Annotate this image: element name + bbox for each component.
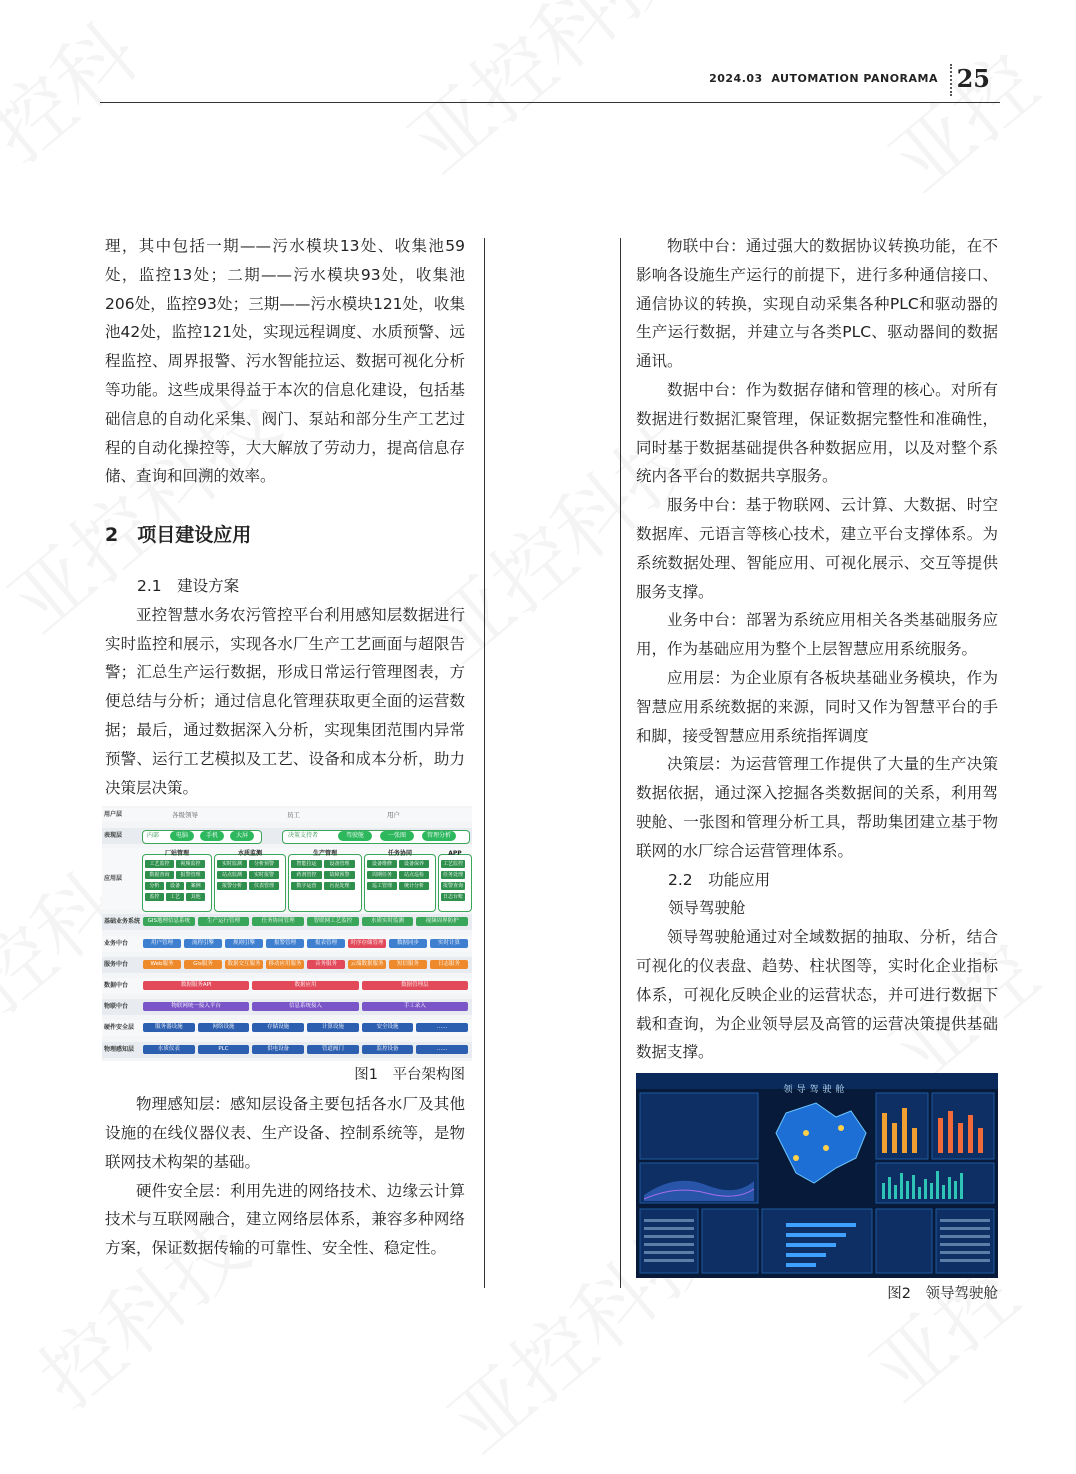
- arch-block: 规则引擎: [225, 939, 263, 948]
- figure-caption: 图2 领导驾驶舱: [887, 1286, 998, 1303]
- arch-layer-label: 基础业务系统: [104, 918, 141, 926]
- arch-app-item: 污泥处理: [324, 882, 355, 890]
- arch-pres-pill: 手机: [200, 831, 224, 841]
- arch-block: GIS地理信息系统: [143, 917, 195, 926]
- arch-app-item: 任务处理: [442, 872, 463, 879]
- arch-app-item: 设备维修: [367, 860, 397, 868]
- arch-app-item: 分析预警: [249, 860, 279, 868]
- header-issue-journal: 2024.03 AUTOMATION PANORAMA: [709, 72, 938, 85]
- paragraph: 理，其中包括一期——污水模块13处、收集池59处，监控13处；二期——污水模块93处，收集池206处，监控93处；三期——污水模块121处，收集池42处，监控121处，实现远程调度、水质预警、远程监控、周界报警、污水智能拉运、数据可视化分析等功能。这些成果得益于本次的信息化建设，包括基础信息的自动化采集、阀门、泵站和部分生产工艺过程的自动化操控等，大大解放了劳动力，提高信息存储、查询和回溯的效率。: [105, 237, 465, 486]
- arch-app-item: 报警管理: [176, 871, 205, 879]
- arch-app-item: 监控: [145, 893, 164, 901]
- arch-pres-pill: 管理分析: [422, 831, 456, 841]
- left-column: [105, 232, 465, 1263]
- page-number: 25: [956, 64, 990, 93]
- arch-block: 云端数据服务: [348, 960, 386, 969]
- arch-block: 监控设备: [362, 1045, 414, 1054]
- arch-block: 水质仪表: [143, 1045, 195, 1054]
- paragraph: 服务中台：基于物联网、云计算、大数据、时空数据库、元语言等核心技术，建立平台支撑体系。为系统数据处理、智能应用、可视化展示、交互等提供服务支撑。: [636, 496, 998, 601]
- paragraph: 物联中台：通过强大的数据协议转换功能，在不影响各设施生产运行的前提下，进行多种通信接口、通信协议的转换，实现自动采集各种PLC和驱动器的生产运行数据，并建立与各类PLC、驱动器间的数据通讯。: [636, 237, 998, 371]
- arch-app-item: 工艺监控: [442, 861, 463, 868]
- arch-layer-label: 表现层: [104, 832, 123, 840]
- arch-layer-label: 硬件安全层: [104, 1024, 135, 1032]
- arch-block: 数据应用: [252, 981, 358, 990]
- paragraph: 数据中台：作为数据存储和管理的核心。对所有数据进行数据汇聚管理，保证数据完整性和准确性，同时基于数据基础提供各种数据应用，以及对整个系统内各平台的数据共享服务。: [636, 380, 998, 486]
- paragraph: 应用层：为企业原有各板块基础业务模块，作为智慧应用系统数据的来源，同时又作为智慧平台的手和脚，接受智慧应用系统指挥调度: [636, 668, 998, 745]
- arch-block: 报表管理: [307, 939, 345, 948]
- arch-pres-label: 决策支持者: [288, 832, 319, 840]
- arch-block: 视频周界防护: [416, 917, 468, 926]
- arch-user-label: 员工: [287, 811, 300, 820]
- paragraph: 物理感知层：感知层设备主要包括各水厂及其他设施的在线仪器仪表、生产设备、控制系统等，是物联网技术构架的基础。: [105, 1095, 465, 1171]
- arch-block: 信息系统接入: [252, 1002, 358, 1011]
- arch-layer-label: 数据中台: [104, 982, 129, 990]
- arch-block: ......: [416, 1023, 468, 1032]
- arch-app-group-title: 生产管理: [312, 850, 337, 858]
- arch-block: 流程引擎: [184, 939, 222, 948]
- arch-app-item: 周期任务: [367, 871, 397, 879]
- arch-app-group-title: 厂站管理: [164, 850, 189, 858]
- arch-app-item: 设备管理: [324, 860, 355, 868]
- arch-app-item: 故障预警: [324, 871, 355, 879]
- arch-app-item: 实时监测: [217, 860, 247, 868]
- arch-block: 物联网统一接入平台: [143, 1002, 249, 1011]
- arch-layer-label: 应用层: [104, 875, 123, 883]
- arch-block: 安全设施: [362, 1023, 414, 1032]
- arch-app-group-title: 任务协同: [387, 850, 412, 858]
- arch-block: 水质实时监测: [362, 917, 414, 926]
- arch-block: PLC: [198, 1045, 250, 1054]
- arch-user-label: 各级领导: [172, 811, 198, 820]
- arch-block: 数据同步: [389, 939, 427, 948]
- arch-block: 计算设施: [307, 1023, 359, 1032]
- arch-block: 移动应用服务: [266, 960, 304, 969]
- arch-user-label: 用户: [387, 811, 400, 820]
- arch-app-item: 仪表管理: [249, 882, 279, 890]
- arch-block: 管道阀门: [307, 1045, 359, 1054]
- arch-pres-pill: 驾驶舱: [338, 831, 372, 841]
- subsection-heading: 2.1 建设方案: [137, 576, 240, 595]
- arch-block: 供电设备: [252, 1045, 304, 1054]
- paragraph: 决策层：为运营管理工作提供了大量的生产决策数据依据，通过深入挖掘各类数据间的关系，利用驾驶舱、一张图和管理分析工具，帮助集团建立基于物联网的水厂综合运营管理体系。: [636, 755, 998, 860]
- arch-app-item: 分析: [145, 882, 164, 890]
- architecture-figure: [102, 806, 472, 1061]
- arch-app-item: 统计分析: [399, 882, 429, 890]
- dashboard-figure: [636, 1073, 998, 1278]
- section-heading: 2 项目建设应用: [105, 524, 252, 547]
- arch-pres-label: 内部: [147, 832, 160, 840]
- paragraph: 领导驾驶舱通过对全域数据的抽取、分析，结合可视化的仪表盘、趋势、柱状图等，实时化企业指标体系，可视化反映企业的运营状态，并可进行数据下载和查询，为企业领导层及高管的运营决策提供基础数据支撑。: [636, 928, 998, 1062]
- arch-pres-pill: 一张图: [380, 831, 414, 841]
- arch-block: ......: [416, 1045, 468, 1054]
- arch-block: 数据服务API: [143, 981, 249, 990]
- arch-app-item: 工艺: [166, 893, 185, 901]
- arch-block: 报警管理: [266, 939, 304, 948]
- arch-block: 音务服务: [307, 960, 345, 969]
- arch-layer-label: 物联中台: [104, 1003, 129, 1011]
- paragraph: 业务中台：部署为系统应用相关各类基础服务应用，作为基础应用为整个上层智慧应用系统服务。: [636, 611, 998, 659]
- arch-app-item: 设备保养: [399, 860, 429, 868]
- arch-app-item: 日志台账: [442, 894, 463, 901]
- arch-pres-pill: 大屏: [230, 831, 254, 841]
- arch-layer-label: 业务中台: [104, 940, 129, 948]
- arch-layer-label: 物理感知层: [104, 1046, 135, 1054]
- subsection-heading: 领导驾驶舱: [668, 899, 746, 918]
- arch-app-item: 巡工管理: [367, 882, 397, 890]
- page-header: [100, 62, 1000, 103]
- arch-app-item: 视频监控: [176, 860, 205, 868]
- arch-app-item: 实时报警: [249, 871, 279, 879]
- arch-block: 数据管理层: [362, 981, 468, 990]
- arch-app-item: 站点监测: [217, 871, 247, 879]
- arch-block: 实时计算: [430, 939, 468, 948]
- left-column-rule: [484, 238, 485, 1288]
- arch-block: 日志服务: [430, 960, 468, 969]
- arch-block: 时序存储管理: [348, 939, 386, 948]
- arch-layer-label: 服务中台: [104, 961, 129, 969]
- arch-block: 生产运行管理: [198, 917, 250, 926]
- arch-block: 存储设施: [252, 1023, 304, 1032]
- arch-block: 智联网工艺监控: [307, 917, 359, 926]
- figure-caption: 图1 平台架构图: [354, 1067, 465, 1084]
- arch-block: 任务协同管理: [252, 917, 304, 926]
- dashboard-graphics: [636, 1073, 998, 1278]
- arch-block: 数据交互服务: [225, 960, 263, 969]
- subsection-heading: 2.2 功能应用: [668, 870, 771, 889]
- arch-app-item: 数据查询: [145, 871, 174, 879]
- arch-app-item: 其他: [186, 893, 205, 901]
- arch-pres-pill: 电脑: [170, 831, 194, 841]
- arch-app-item: 案例: [186, 882, 205, 890]
- right-column-rule: [620, 238, 621, 1288]
- arch-block: 手工录入: [362, 1002, 468, 1011]
- arch-app-group-title: 水质监测: [237, 850, 262, 858]
- right-column: [636, 232, 998, 1309]
- arch-app-group-title: APP: [448, 850, 462, 858]
- arch-app-item: 药剂管控: [291, 871, 322, 879]
- arch-layer-label: 用户层: [104, 811, 123, 819]
- arch-block: Gis服务: [184, 960, 222, 969]
- header-separator: [950, 64, 952, 96]
- arch-block: 网络设施: [198, 1023, 250, 1032]
- arch-block: 短信服务: [389, 960, 427, 969]
- arch-block: 用户管理: [143, 939, 181, 948]
- arch-app-item: 报警分析: [217, 882, 247, 890]
- paragraph: 硬件安全层：利用先进的网络技术、边缘云计算技术与互联网融合，建立网络层体系，兼容多种网络方案，保证数据传输的可靠性、安全性、稳定性。: [105, 1181, 465, 1258]
- arch-app-item: 站点巡检: [399, 871, 429, 879]
- paragraph: 亚控智慧水务农污管控平台利用感知层数据进行实时监控和展示，实现各水厂生产工艺画面与超限告警；汇总生产运行数据，形成日常运行管理图表，方便总结与分析；通过信息化管理获取更全面的运营数据；最后，通过数据深入分析，实现集团范围内异常预警、运行工艺模拟及工艺、设备和成本分析，助力决策层决策。: [105, 605, 465, 797]
- arch-app-item: 报警查询: [442, 883, 463, 890]
- arch-app-item: 设备: [166, 882, 185, 890]
- arch-app-item: 工艺监控: [145, 860, 174, 868]
- watermark: [862, 22, 1058, 213]
- arch-block: 服务器设施: [143, 1023, 195, 1032]
- arch-block: Web服务: [143, 960, 181, 969]
- arch-app-item: 数字运营: [291, 882, 322, 890]
- dashboard-title: 领导驾驶舱: [783, 1085, 849, 1096]
- arch-app-item: 智能拉运: [291, 860, 322, 868]
